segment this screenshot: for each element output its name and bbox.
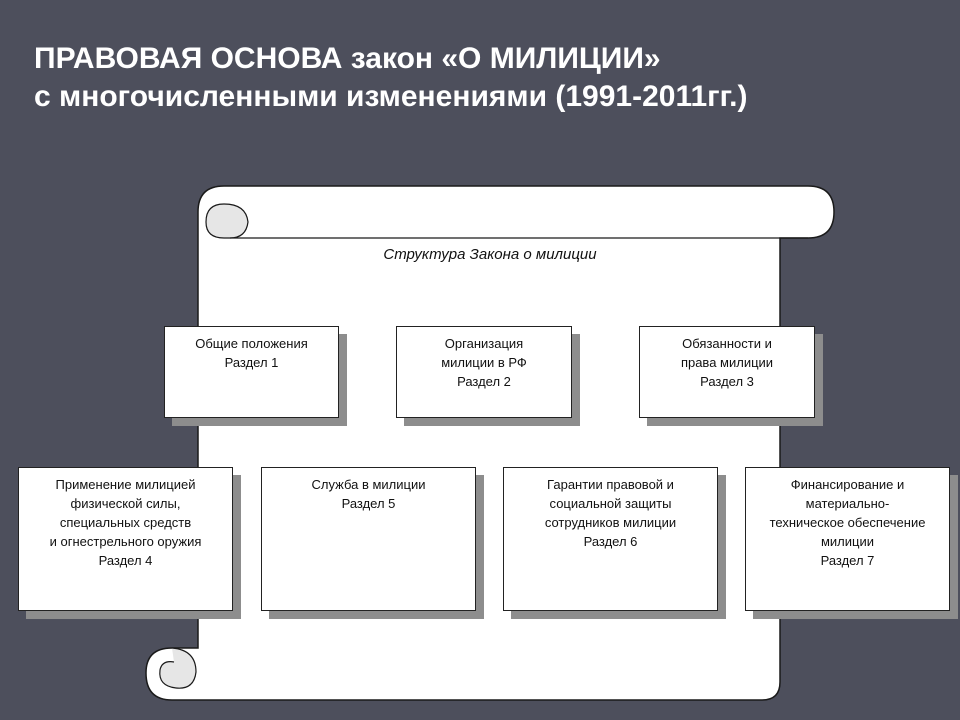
diagram-caption: Структура Закона о милиции: [383, 246, 597, 263]
section-2-line: Организация: [444, 336, 524, 351]
section-4-line: и огнестрельного оружия: [49, 534, 202, 549]
section-box-2: [396, 326, 572, 418]
section-4-line: специальных средств: [59, 515, 192, 530]
section-4-line: физической силы,: [70, 496, 181, 511]
section-7-line: Финансирование и: [790, 477, 905, 492]
section-box-6: [503, 467, 718, 611]
section-5-line: Раздел 5: [341, 496, 396, 511]
section-box-3: [639, 326, 815, 418]
section-7-line: техническое обеспечение: [769, 515, 926, 530]
section-2-line: Раздел 2: [457, 374, 511, 389]
section-7-line: материально-: [805, 496, 890, 511]
section-box-4: [18, 467, 233, 611]
section-box-1: [164, 326, 339, 418]
section-4-line: Раздел 4: [98, 553, 153, 568]
section-7-line: милиции: [820, 534, 874, 549]
section-3-line: права милиции: [680, 355, 774, 370]
section-5-line: Служба в милиции: [311, 477, 426, 492]
section-7-line: Раздел 7: [820, 553, 875, 568]
section-2-line: милиции в РФ: [441, 355, 527, 370]
section-6-line: Гарантии правовой и: [547, 477, 674, 492]
section-1-line: Раздел 1: [224, 355, 279, 370]
section-6-line: сотрудников милиции: [544, 515, 677, 530]
title-line-2: с многочисленными изменениями (1991-2011гг.): [34, 80, 748, 113]
section-4-line: Применение милицией: [55, 477, 196, 492]
scroll-top-curl: [206, 204, 248, 238]
section-box-5: [261, 467, 476, 611]
scroll-body: [146, 186, 834, 700]
section-3-line: Раздел 3: [700, 374, 754, 389]
title-line-1: ПРАВОВАЯ ОСНОВА закон «О МИЛИЦИИ»: [34, 42, 661, 75]
section-3-line: Обязанности и: [682, 336, 772, 351]
section-1-line: Общие положения: [195, 336, 308, 351]
section-6-line: Раздел 6: [583, 534, 638, 549]
section-box-7: [745, 467, 950, 611]
section-6-line: социальной защиты: [549, 496, 672, 511]
